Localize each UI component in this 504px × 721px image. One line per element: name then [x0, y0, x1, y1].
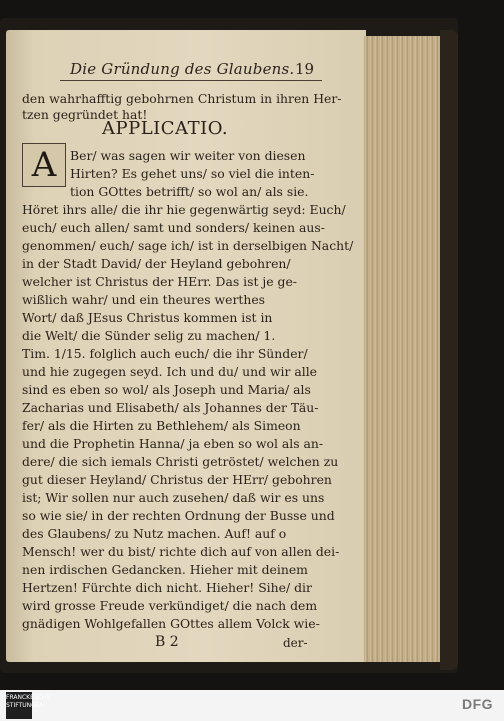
- text-line: tion GOttes betrifft/ so wol an/ als sie.: [70, 184, 309, 199]
- text-line: in der Stadt David/ der Heyland gebohren/: [22, 256, 291, 271]
- signature-mark: B 2: [155, 634, 179, 650]
- text-line: Zacharias und Elisabeth/ als Johannes der Täu-: [22, 400, 319, 415]
- text-line: dere/ die sich iemals Christi getröstet/ welchen zu: [22, 454, 339, 469]
- text-line: euch/ euch allen/ samt und sonders/ keinen aus-: [22, 220, 325, 235]
- text-line: und hie zugegen seyd. Ich und du/ und wir alle: [22, 364, 318, 379]
- text-line: sind es eben so wol/ als Joseph und Maria/ als: [22, 382, 311, 397]
- dfg-logo: DFG: [462, 696, 494, 712]
- text-line: Wort/ daß JEsus Christus kommen ist in: [22, 310, 273, 325]
- text-line: welcher ist Christus der HErr. Das ist je ge-: [22, 274, 297, 289]
- text-line: Höret ihrs alle/ die ihr hie gegenwärtig seyd: Euch/: [22, 202, 346, 217]
- text-line: wird grosse Freude verkündiget/ die nach dem: [22, 598, 318, 613]
- text-line: nen irdischen Gedancken. Hieher mit deinem: [22, 562, 308, 577]
- drop-cap: A: [22, 143, 66, 187]
- text-line: gut dieser Heyland/ Christus der HErr/ gebohren: [22, 472, 332, 487]
- text-line: fer/ als die Hirten zu Bethlehem/ als Simeon: [22, 418, 301, 433]
- text-line: die Welt/ die Sünder selig zu machen/ 1.: [22, 328, 276, 343]
- text-line: den wahrhafftig gebohrnen Christum in ihren Her-: [22, 91, 342, 106]
- book-cover: [440, 30, 458, 670]
- section-heading: APPLICATIO.: [102, 118, 229, 139]
- text-line: Mensch! wer du bist/ richte dich auf von allen dei-: [22, 544, 340, 559]
- text-line: und die Prophetin Hanna/ ja eben so wol als an-: [22, 436, 324, 451]
- header-rule: [60, 80, 322, 81]
- franckesche-stiftungen-logo: FRANCKESCHE STIFTUNGEN: [6, 692, 32, 719]
- footer-bar: [0, 690, 504, 721]
- text-line: Ber/ was sagen wir weiter von diesen: [70, 148, 306, 163]
- text-line: des Glaubens/ zu Nutz machen. Auf! auf o: [22, 526, 287, 541]
- text-line: genommen/ euch/ sage ich/ ist in derselbigen Nacht/: [22, 238, 354, 253]
- catchword: der-: [283, 636, 308, 650]
- page-edges: [364, 36, 444, 662]
- text-line: Hertzen! Fürchte dich nicht. Hieher! Sihe/ dir: [22, 580, 312, 595]
- text-line: tzen gegründet hat!: [22, 107, 148, 122]
- text-line: Hirten? Es gehet uns/ so viel die inten-: [70, 166, 315, 181]
- text-line: wißlich wahr/ und ein theures werthes: [22, 292, 266, 307]
- text-line: so wie sie/ in der rechten Ordnung der Busse und: [22, 508, 335, 523]
- page-number: 19: [295, 60, 315, 78]
- text-line: gnädigen Wohlgefallen GOttes allem Volck wie-: [22, 616, 320, 631]
- running-header: Die Gründung des Glaubens.: [70, 60, 295, 78]
- text-line: ist; Wir sollen nur auch zusehen/ daß wir es uns: [22, 490, 325, 505]
- text-line: Tim. 1/15. folglich auch euch/ die ihr Sünder/: [22, 346, 308, 361]
